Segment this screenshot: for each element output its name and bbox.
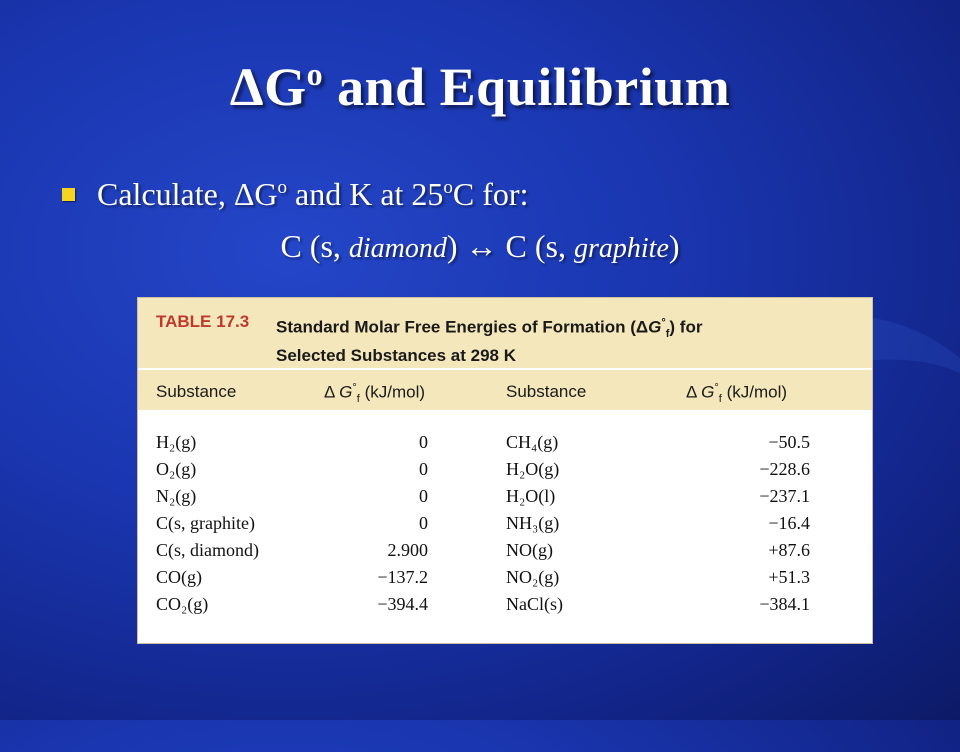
value-cell: +51.3: [768, 567, 810, 587]
column-header-value-1: Δ $G^\circ_f$ (kJ/mol): [324, 382, 426, 406]
table-row: [138, 567, 872, 594]
substance-cell: CO₂(g): [156, 594, 209, 614]
value-cell: −384.1: [759, 594, 810, 614]
value-cell: −16.4: [768, 513, 810, 533]
value-cell: 0: [419, 459, 428, 479]
value-cell: −50.5: [768, 432, 810, 452]
substance-cell: NaCl(s): [506, 594, 563, 614]
table-number: TABLE 17.3: [156, 312, 250, 331]
column-header-value-2: Δ $G^\circ_f$ (kJ/mol): [686, 382, 788, 406]
value-cell: −394.4: [377, 594, 428, 614]
square-bullet-icon: [62, 188, 75, 201]
value-cell: −228.6: [759, 459, 810, 479]
substance-cell: NO₂(g): [506, 567, 560, 587]
value-cell: 2.900: [387, 540, 428, 560]
substance-cell: N₂(g): [156, 486, 197, 506]
column-header-substance-2: Substance: [506, 382, 587, 401]
table-column-headers: [138, 370, 872, 410]
table-row: [138, 540, 872, 567]
substance-cell: CH₄(g): [506, 432, 559, 452]
substance-cell: NH₃(g): [506, 513, 560, 533]
table-row: [138, 594, 872, 621]
table-caption: [138, 298, 872, 368]
value-cell: −137.2: [377, 567, 428, 587]
substance-cell: H₂(g): [156, 432, 197, 452]
substance-cell: H₂O(l): [506, 486, 556, 506]
table-title: Standard Molar Free Energies of Formation $(\Delta G^\circ_f)$ for Selected Substances at 298 K: [276, 317, 703, 366]
substance-cell: O₂(g): [156, 459, 197, 479]
bullet-text: Calculate, $\Delta G^o$ and K at 25$^o$C for:: [97, 176, 529, 212]
free-energy-table: [137, 297, 873, 644]
value-cell: 0: [419, 432, 428, 452]
bullet-point: [62, 176, 528, 213]
table-row: [138, 432, 872, 459]
value-cell: −237.1: [759, 486, 810, 506]
value-cell: 0: [419, 486, 428, 506]
value-cell: +87.6: [768, 540, 810, 560]
substance-cell: H₂O(g): [506, 459, 560, 479]
substance-cell: NO(g): [506, 540, 553, 560]
table-row: [138, 486, 872, 513]
substance-cell: C(s, graphite): [156, 513, 255, 533]
substance-cell: C(s, diamond): [156, 540, 259, 560]
reaction-equation: C (s, diamond) ↔ C (s, graphite): [280, 228, 680, 264]
table-row: [138, 459, 872, 486]
value-cell: 0: [419, 513, 428, 533]
substance-cell: CO(g): [156, 567, 202, 587]
column-header-substance-1: Substance: [156, 382, 237, 401]
slide-title: $\Delta G^o$ and Equilibrium: [229, 56, 731, 117]
table-row: [138, 513, 872, 540]
